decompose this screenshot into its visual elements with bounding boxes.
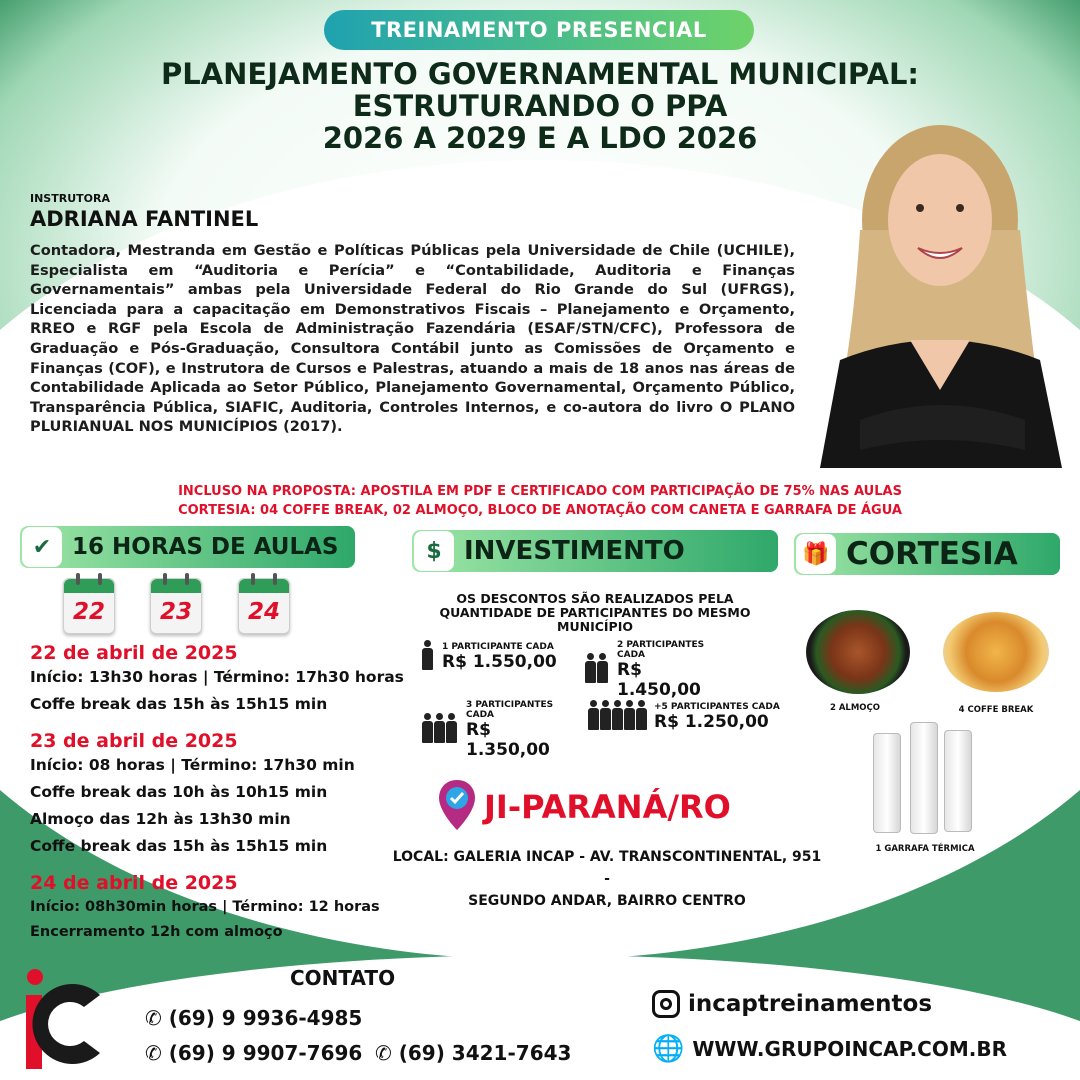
instructor-label: INSTRUTORA — [30, 192, 110, 205]
schedule-date: 23 de abril de 2025 — [30, 730, 238, 752]
title-line-2: 2026 A 2029 E A LDO 2026 — [322, 121, 758, 155]
price-tier-2 — [585, 640, 727, 700]
phone-3[interactable] — [375, 1041, 571, 1065]
tier-label: 2 PARTICIPANTES CADA — [617, 640, 705, 660]
instagram-link[interactable] — [652, 990, 932, 1018]
thermal-bottle-image — [910, 722, 938, 834]
venue-address — [392, 846, 822, 912]
schedule-line: Início: 13h30 horas | Término: 17h30 horas — [30, 668, 404, 686]
check-clock-icon: ✔ — [22, 527, 62, 567]
schedule-line: Coffe break das 15h às 15h15 min — [30, 695, 328, 713]
schedule-day-3 — [30, 872, 420, 943]
thermal-bottle-image — [944, 730, 972, 832]
incap-logo — [22, 965, 104, 1073]
price-tier-1 — [422, 640, 557, 674]
tier-price: R$ 1.450,00 — [617, 660, 701, 700]
investment-heading: INVESTIMENTO — [464, 536, 685, 566]
calendar-icon — [150, 578, 202, 634]
investment-header — [412, 530, 778, 572]
thermal-bottle-image — [873, 733, 901, 833]
schedule-day-2 — [30, 730, 420, 860]
courtesy-header — [794, 533, 1060, 575]
website-link[interactable] — [652, 1034, 1007, 1064]
training-type-badge: TREINAMENTO PRESENCIAL — [324, 10, 754, 50]
tier-price: R$ 1.550,00 — [442, 652, 557, 672]
price-tier-3 — [422, 700, 576, 760]
included-info — [30, 482, 1050, 520]
schedule-date: 22 de abril de 2025 — [30, 642, 238, 664]
phone-icon: ✆ — [145, 1006, 162, 1030]
included-line: INCLUSO NA PROPOSTA: APOSTILA EM PDF E CERTIFICADO COM PARTICIPAÇÃO DE 75% NAS AULAS — [178, 484, 902, 499]
people-icon — [585, 653, 609, 687]
instructor-photo — [800, 90, 1065, 468]
schedule-line: Coffe break das 15h às 15h15 min — [30, 837, 328, 855]
phone-icon: ✆ — [375, 1041, 392, 1065]
courtesy-line: CORTESIA: 04 COFFE BREAK, 02 ALMOÇO, BLOCO DE ANOTAÇÃO COM CANETA E GARRAFA DE ÁGUA — [178, 503, 902, 518]
instructor-name: ADRIANA FANTINEL — [30, 207, 259, 231]
schedule-line: Encerramento 12h com almoço — [30, 924, 283, 940]
schedule-line: Início: 08 horas | Término: 17h30 min — [30, 756, 355, 774]
address-line: SEGUNDO ANDAR, BAIRRO CENTRO — [468, 893, 746, 909]
price-tier-4 — [588, 700, 780, 734]
phone-icon: ✆ — [145, 1041, 162, 1065]
calendar-day: 22 — [72, 599, 105, 625]
courtesy-item: 2 ALMOÇO — [829, 703, 881, 713]
discount-note: OS DESCONTOS SÃO REALIZADOS PELA QUANTIDADE DE PARTICIPANTES DO MESMO MUNICÍPIO — [439, 591, 751, 634]
courtesy-heading: CORTESIA — [846, 536, 1018, 572]
gift-hand-icon: 🎁 — [796, 534, 836, 574]
city-name: JI-PARANÁ/RO — [484, 788, 731, 826]
title-line-1: PLANEJAMENTO GOVERNAMENTAL MUNICIPAL: ESTRUTURANDO O PPA — [160, 57, 920, 123]
website-url: WWW.GRUPOINCAP.COM.BR — [692, 1037, 1007, 1061]
contact-heading: CONTATO — [290, 966, 396, 990]
globe-icon: 🌐 — [652, 1034, 685, 1064]
calendar-icon — [63, 578, 115, 634]
instagram-handle: incaptreinamentos — [688, 991, 933, 1017]
schedule-line: Início: 08h30min horas | Término: 12 horas — [30, 899, 380, 915]
tier-label: +5 PARTICIPANTES CADA — [654, 702, 780, 712]
address-line: LOCAL: GALERIA INCAP - AV. TRANSCONTINENTAL, 951 - — [392, 849, 822, 887]
schedule-heading: 16 HORAS DE AULAS — [72, 534, 339, 560]
phone-number: (69) 9 9936-4985 — [168, 1006, 363, 1030]
money-exchange-icon: $ — [414, 531, 454, 571]
schedule-line: Almoço das 12h às 13h30 min — [30, 810, 291, 828]
calendar-icon — [238, 578, 290, 634]
tier-price: R$ 1.350,00 — [466, 720, 550, 760]
person-icon — [422, 640, 434, 674]
calendar-day: 24 — [247, 599, 280, 625]
phone-1[interactable] — [145, 1006, 362, 1030]
schedule-header — [20, 526, 355, 568]
coffee-break-image — [943, 612, 1049, 692]
schedule-line: Coffe break das 10h às 10h15 min — [30, 783, 328, 801]
lunch-image — [806, 610, 910, 694]
tier-label: 1 PARTICIPANTE CADA — [442, 642, 554, 652]
group-icon — [588, 700, 648, 734]
people-icon — [422, 713, 458, 747]
courtesy-item: 4 COFFE BREAK — [958, 705, 1034, 715]
courtesy-item: 1 GARRAFA TÉRMICA — [875, 844, 975, 854]
calendar-day: 23 — [159, 599, 192, 625]
phone-number: (69) 3421-7643 — [398, 1041, 572, 1065]
instructor-bio: Contadora, Mestranda em Gestão e Políticas Públicas pela Universidade de Chile (UCHILE), Especialista em “Auditoria e Perícia” e “Contabilidade, Auditoria e Finanças Governamentais” ambas pela Universidade Federal do Rio Grande do Sul (UFRGS), Licenciada para a capacitação em Demonstrativos Fiscais – Planejamento e Orçamento, RREO e RGF pela Escola de Administração Fazendária (ESAF/STN/CFC), Professora de Graduação e Pós-Graduação, Consultora Contábil junto as Comissões de Orçamento e Finanças (COF), e Instrutora de Cursos e Palestras, atuando a mais de 18 anos nas áreas de Contabilidade Aplicada ao Setor Público, Planejamento Governamental, Orçamento Público, Transparência Pública, SIAFIC, Auditoria, Controles Internos, e co-autora do livro O PLANO PLURIANUAL NOS MUNICÍPIOS (2017). — [30, 242, 795, 436]
phone-number: (69) 9 9907-7696 — [168, 1041, 363, 1065]
instagram-icon — [652, 990, 680, 1018]
phone-2[interactable] — [145, 1041, 362, 1065]
tier-price: R$ 1.250,00 — [654, 712, 769, 732]
schedule-date: 24 de abril de 2025 — [30, 872, 238, 894]
schedule-day-1 — [30, 642, 420, 718]
tier-label: 3 PARTICIPANTES CADA — [466, 700, 554, 720]
location-pin-icon — [437, 778, 477, 834]
